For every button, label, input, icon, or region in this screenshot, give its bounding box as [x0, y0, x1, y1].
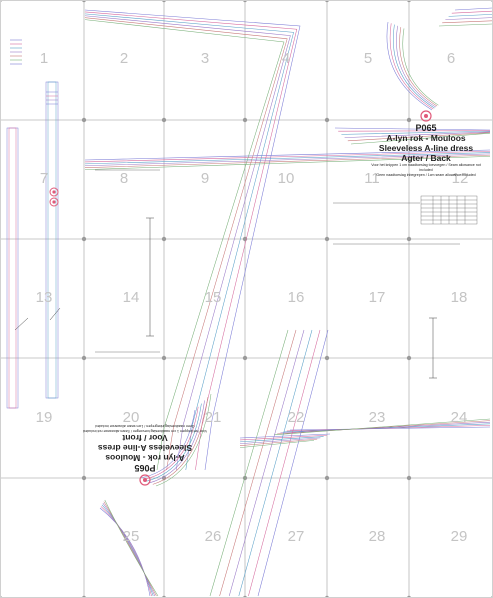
- tile-number-27: 27: [287, 528, 305, 545]
- size-legend: [10, 40, 22, 64]
- tile-number-1: 1: [39, 50, 49, 67]
- pattern-name: A-lyn rok - Mouloos: [105, 453, 185, 463]
- back-piece-label: [366, 110, 486, 178]
- grid-marker: [162, 118, 166, 122]
- tile-number-28: 28: [368, 528, 386, 545]
- tile-number-12: 12: [451, 170, 469, 187]
- tile-number-15: 15: [204, 289, 222, 306]
- tile-number-10: 10: [277, 170, 295, 187]
- seam-note: Voor het knippen 1 cm naadtoeslag toevoegen / Seam allowance not included: [371, 163, 481, 172]
- tile-number-8: 8: [119, 170, 129, 187]
- grid-marker: [325, 237, 329, 241]
- tile-number-2: 2: [119, 50, 129, 67]
- tile-number-29: 29: [450, 528, 468, 545]
- grid-marker: [162, 356, 166, 360]
- back-size-line: [85, 14, 492, 470]
- grid-marker: [407, 356, 411, 360]
- tile-number-26: 26: [204, 528, 222, 545]
- grid-marker: [407, 476, 411, 480]
- back-size-line: [85, 20, 492, 470]
- back-size-line: [85, 16, 492, 470]
- seam-note-2: Geen naadtoeslag inbegrepen / 1cm seam allowance included: [95, 424, 195, 428]
- piece-name: Voor / front: [122, 433, 168, 443]
- tile-number-5: 5: [363, 50, 373, 67]
- tile-number-16: 16: [287, 289, 305, 306]
- piece-name: Agter / Back: [401, 153, 451, 163]
- grid-marker: [82, 118, 86, 122]
- pattern-name-en: Sleeveless A-line dress: [97, 443, 193, 453]
- logo-icon-back: [419, 110, 433, 122]
- tile-number-24: 24: [450, 409, 468, 426]
- tile-number-9: 9: [200, 170, 210, 187]
- tile-number-17: 17: [368, 289, 386, 306]
- grid-marker: [325, 476, 329, 480]
- tile-number-14: 14: [122, 289, 140, 306]
- logo-icon-facing: [48, 186, 60, 208]
- tile-number-11: 11: [364, 170, 380, 187]
- seam-note: Voor het knippen 1 cm naadtoeslag toevoegen / Seam allowance not included: [83, 429, 207, 433]
- tile-number-22: 22: [287, 409, 305, 426]
- tile-number-18: 18: [450, 289, 468, 306]
- grid-marker: [243, 118, 247, 122]
- front-piece-label: [80, 423, 210, 486]
- grid-marker: [325, 356, 329, 360]
- tile-number-20: 20: [122, 409, 140, 426]
- size-chart: [421, 196, 477, 224]
- tile-number-6: 6: [446, 50, 456, 67]
- logo-icon-front: [138, 474, 152, 486]
- tile-number-25: 25: [122, 528, 140, 545]
- grid-marker: [243, 356, 247, 360]
- pattern-name: A-lyn rok - Mouloos: [386, 133, 466, 143]
- grid-marker: [162, 237, 166, 241]
- seam-note-2: Geen naadtoeslag inbegrepen / 1cm seam allowance included: [376, 173, 476, 177]
- tile-number-19: 19: [35, 409, 53, 426]
- pattern-code: P065: [415, 123, 437, 133]
- grid-marker: [82, 356, 86, 360]
- tile-number-7: 7: [39, 170, 49, 187]
- grid-marker: [407, 237, 411, 241]
- tile-number-13: 13: [35, 289, 53, 306]
- back-size-line: [85, 11, 492, 470]
- tile-number-4: 4: [281, 50, 291, 67]
- tile-number-3: 3: [200, 50, 210, 67]
- tile-number-21: 21: [204, 409, 222, 426]
- grid-marker: [325, 118, 329, 122]
- tile-number-23: 23: [368, 409, 386, 426]
- facing-strips: [7, 82, 58, 408]
- pattern-code: P065: [134, 463, 156, 473]
- grid-marker: [82, 237, 86, 241]
- grain-lines: [15, 170, 460, 378]
- pattern-name-en: Sleeveless A-line dress: [378, 143, 474, 153]
